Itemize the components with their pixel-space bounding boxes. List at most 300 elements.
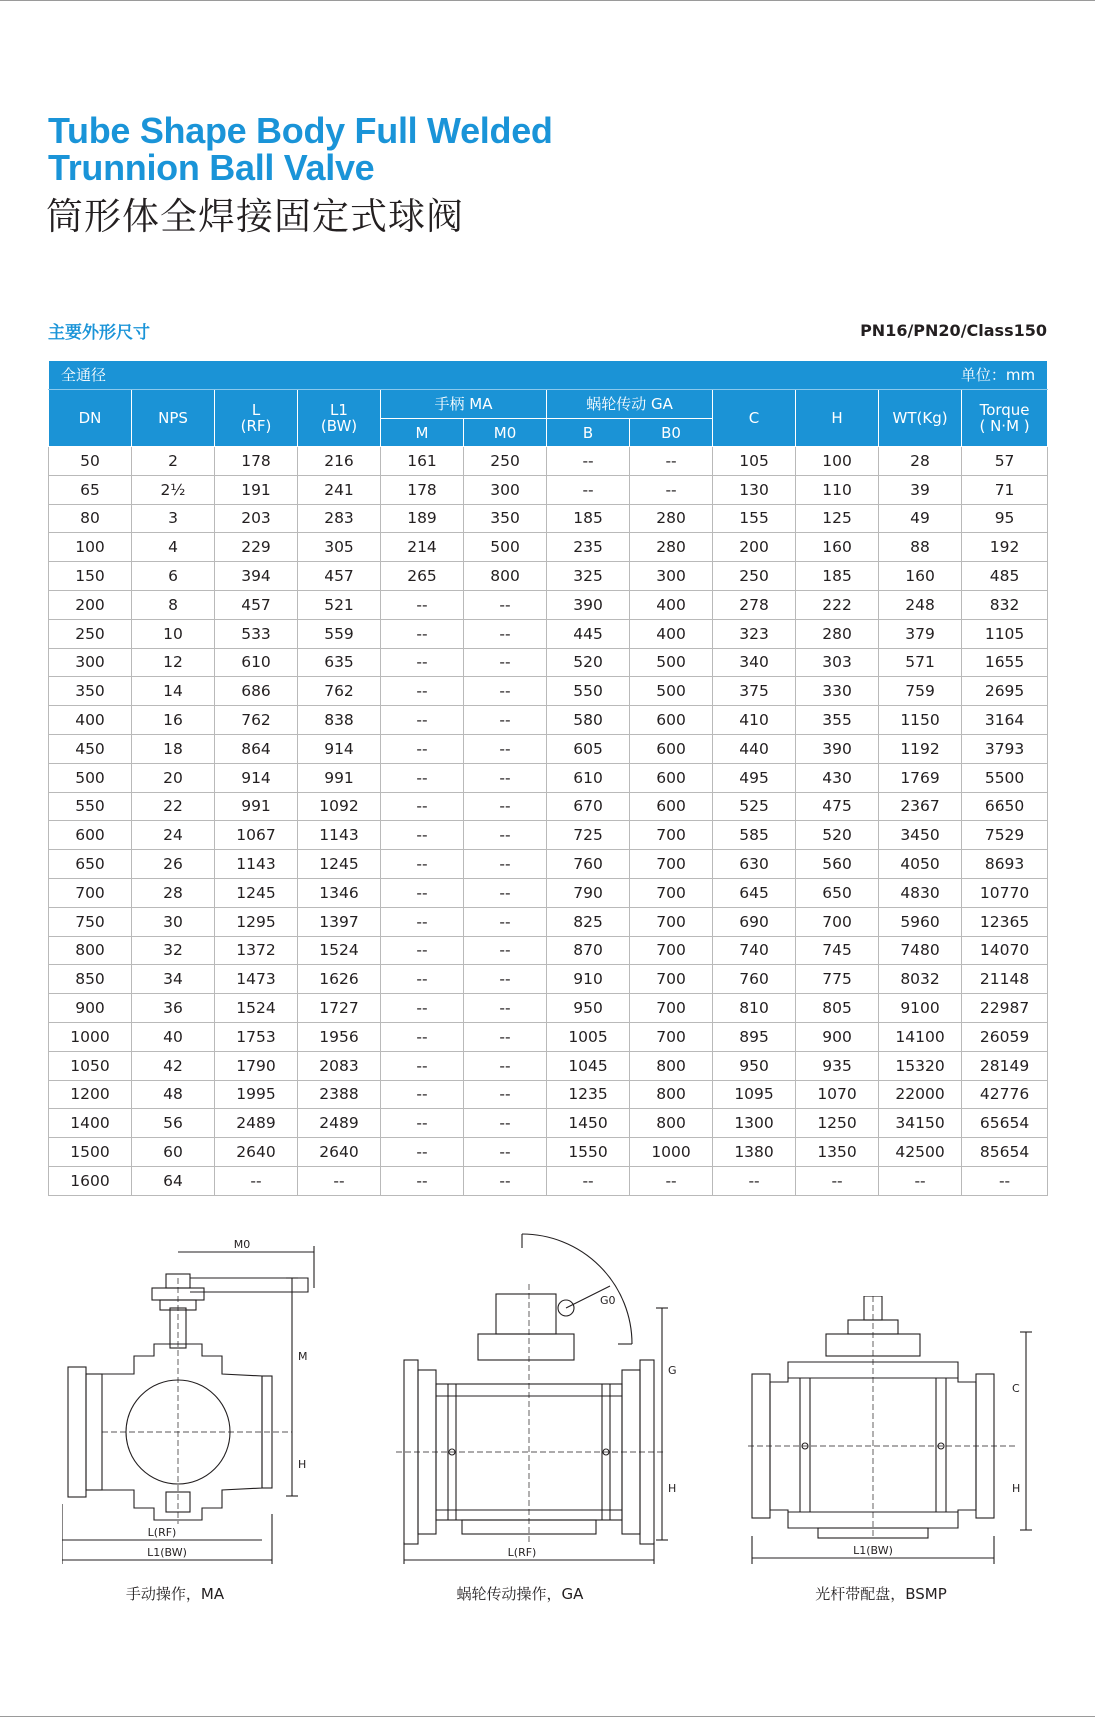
- table-cell: 762: [215, 706, 298, 735]
- table-cell: 600: [49, 821, 132, 850]
- table-cell: 1050: [49, 1051, 132, 1080]
- table-cell: 8693: [962, 850, 1048, 879]
- table-cell: 42: [132, 1051, 215, 1080]
- header-nps: NPS: [132, 390, 215, 447]
- table-cell: 350: [49, 677, 132, 706]
- table-cell: 1500: [49, 1138, 132, 1167]
- table-cell: 160: [879, 562, 962, 591]
- table-cell: 700: [796, 907, 879, 936]
- table-cell: 95: [962, 504, 1048, 533]
- table-cell: --: [464, 878, 547, 907]
- table-cell: 1070: [796, 1080, 879, 1109]
- table-cell: 610: [547, 763, 630, 792]
- table-cell: 26059: [962, 1022, 1048, 1051]
- table-cell: 1143: [298, 821, 381, 850]
- table-row: [49, 1080, 1048, 1109]
- table-cell: 1397: [298, 907, 381, 936]
- table-cell: 1150: [879, 706, 962, 735]
- table-cell: 185: [796, 562, 879, 591]
- table-cell: 1626: [298, 965, 381, 994]
- table-cell: 28: [879, 447, 962, 476]
- table-cell: --: [381, 792, 464, 821]
- table-cell: 248: [879, 590, 962, 619]
- table-cell: 191: [215, 475, 298, 504]
- table-cell: 1045: [547, 1051, 630, 1080]
- table-cell: 379: [879, 619, 962, 648]
- table-cell: 280: [630, 533, 713, 562]
- caption-ga: 蜗轮传动操作，GA: [456, 1585, 584, 1603]
- table-cell: 725: [547, 821, 630, 850]
- table-cell: 760: [547, 850, 630, 879]
- table-cell: 700: [630, 878, 713, 907]
- table-cell: 600: [630, 706, 713, 735]
- bore-type-label: 全通径: [49, 361, 547, 390]
- table-cell: 394: [215, 562, 298, 591]
- table-row: [49, 936, 1048, 965]
- table-cell: 22987: [962, 994, 1048, 1023]
- table-cell: 28149: [962, 1051, 1048, 1080]
- table-cell: 390: [796, 734, 879, 763]
- table-cell: 22: [132, 792, 215, 821]
- table-cell: 1295: [215, 907, 298, 936]
- table-cell: --: [381, 936, 464, 965]
- header-torque: [962, 390, 1048, 447]
- ma-label-m0: M0: [233, 1238, 251, 1251]
- table-cell: 430: [796, 763, 879, 792]
- table-cell: 375: [713, 677, 796, 706]
- table-cell: 3450: [879, 821, 962, 850]
- table-cell: 1067: [215, 821, 298, 850]
- table-row: [49, 533, 1048, 562]
- table-cell: --: [630, 447, 713, 476]
- table-cell: 550: [547, 677, 630, 706]
- table-cell: 400: [630, 590, 713, 619]
- table-cell: 1372: [215, 936, 298, 965]
- table-cell: 50: [49, 447, 132, 476]
- table-cell: 283: [298, 504, 381, 533]
- table-row: [49, 648, 1048, 677]
- diagram-ma: [62, 1224, 340, 1564]
- table-cell: --: [464, 1166, 547, 1195]
- table-cell: --: [464, 994, 547, 1023]
- table-cell: 2640: [215, 1138, 298, 1167]
- diagram-ga: [396, 1224, 684, 1564]
- table-cell: 241: [298, 475, 381, 504]
- table-cell: 670: [547, 792, 630, 821]
- table-cell: 65654: [962, 1109, 1048, 1138]
- table-cell: 1380: [713, 1138, 796, 1167]
- table-cell: 16: [132, 706, 215, 735]
- table-cell: 1200: [49, 1080, 132, 1109]
- table-cell: --: [464, 706, 547, 735]
- table-cell: 150: [49, 562, 132, 591]
- table-cell: 800: [464, 562, 547, 591]
- table-cell: 1105: [962, 619, 1048, 648]
- header-l1-sub: (BW): [320, 417, 358, 435]
- table-cell: 400: [630, 619, 713, 648]
- table-cell: 390: [547, 590, 630, 619]
- bsmp-label-c: C: [1012, 1382, 1020, 1395]
- table-row: [49, 590, 1048, 619]
- table-cell: 600: [630, 792, 713, 821]
- table-cell: --: [464, 763, 547, 792]
- table-cell: 300: [630, 562, 713, 591]
- table-cell: 520: [796, 821, 879, 850]
- table-cell: --: [464, 936, 547, 965]
- table-cell: 914: [298, 734, 381, 763]
- ma-label-l1: L1(BW): [147, 1546, 187, 1559]
- bsmp-label-l1: L1(BW): [853, 1544, 893, 1557]
- table-cell: 864: [215, 734, 298, 763]
- table-cell: 12365: [962, 907, 1048, 936]
- table-cell: --: [464, 1109, 547, 1138]
- table-cell: 762: [298, 677, 381, 706]
- table-cell: --: [381, 763, 464, 792]
- table-cell: 700: [630, 965, 713, 994]
- table-cell: 900: [796, 1022, 879, 1051]
- table-cell: --: [381, 1138, 464, 1167]
- table-cell: 2640: [298, 1138, 381, 1167]
- table-cell: 400: [49, 706, 132, 735]
- page-title-cn: 筒形体全焊接固定式球阀: [46, 195, 464, 238]
- bsmp-drawing: [748, 1296, 1038, 1570]
- table-cell: 22000: [879, 1080, 962, 1109]
- table-cell: 2367: [879, 792, 962, 821]
- bottom-rule: [0, 1716, 1095, 1717]
- table-cell: 325: [547, 562, 630, 591]
- header-l1-main: L1: [330, 401, 348, 419]
- table-cell: 1300: [713, 1109, 796, 1138]
- table-cell: 185: [547, 504, 630, 533]
- table-cell: 750: [49, 907, 132, 936]
- table-cell: 450: [49, 734, 132, 763]
- header-ga-group: 蜗轮传动 GA: [547, 390, 713, 419]
- table-cell: --: [215, 1166, 298, 1195]
- table-cell: 495: [713, 763, 796, 792]
- table-cell: 216: [298, 447, 381, 476]
- table-cell: 6650: [962, 792, 1048, 821]
- table-cell: 1524: [215, 994, 298, 1023]
- header-l1: [298, 390, 381, 447]
- table-cell: 155: [713, 504, 796, 533]
- table-cell: 500: [464, 533, 547, 562]
- table-cell: --: [464, 792, 547, 821]
- table-cell: 250: [49, 619, 132, 648]
- table-cell: 105: [713, 447, 796, 476]
- table-cell: 1245: [215, 878, 298, 907]
- unit-label: 单位：mm: [547, 361, 1048, 390]
- table-cell: 26: [132, 850, 215, 879]
- table-cell: --: [381, 878, 464, 907]
- table-row: [49, 1138, 1048, 1167]
- table-cell: 991: [215, 792, 298, 821]
- table-cell: 10: [132, 619, 215, 648]
- table-cell: 950: [547, 994, 630, 1023]
- table-cell: --: [381, 821, 464, 850]
- table-cell: 1450: [547, 1109, 630, 1138]
- table-cell: 2489: [298, 1109, 381, 1138]
- table-row: [49, 994, 1048, 1023]
- table-cell: --: [464, 1022, 547, 1051]
- table-row: [49, 907, 1048, 936]
- table-row: [49, 1022, 1048, 1051]
- table-cell: --: [464, 821, 547, 850]
- table-cell: --: [381, 677, 464, 706]
- table-cell: 6: [132, 562, 215, 591]
- table-cell: --: [879, 1166, 962, 1195]
- table-cell: 330: [796, 677, 879, 706]
- table-cell: 2½: [132, 475, 215, 504]
- table-cell: 800: [49, 936, 132, 965]
- section-title: 主要外形尺寸: [48, 323, 150, 343]
- table-row: [49, 821, 1048, 850]
- table-cell: 10770: [962, 878, 1048, 907]
- table-cell: 605: [547, 734, 630, 763]
- table-cell: 445: [547, 619, 630, 648]
- header-l-main: L: [251, 401, 261, 419]
- table-cell: 1000: [49, 1022, 132, 1051]
- ga-label-g0: G0: [600, 1294, 616, 1307]
- table-cell: 235: [547, 533, 630, 562]
- dimension-table: [48, 360, 1048, 1196]
- table-cell: 265: [381, 562, 464, 591]
- table-cell: 24: [132, 821, 215, 850]
- table-body: [49, 447, 1048, 1196]
- ga-drawing: [396, 1224, 684, 1564]
- table-cell: 457: [298, 562, 381, 591]
- table-cell: 800: [630, 1109, 713, 1138]
- table-cell: --: [713, 1166, 796, 1195]
- table-cell: --: [298, 1166, 381, 1195]
- header-torque-sub: ( N·M ): [979, 417, 1030, 435]
- ma-label-m: M: [298, 1350, 308, 1363]
- table-cell: 12: [132, 648, 215, 677]
- table-cell: 475: [796, 792, 879, 821]
- caption-ma: 手动操作，MA: [125, 1585, 225, 1603]
- table-cell: --: [464, 677, 547, 706]
- table-cell: 2083: [298, 1051, 381, 1080]
- table-row: [49, 562, 1048, 591]
- table-cell: 600: [630, 763, 713, 792]
- table-cell: 30: [132, 907, 215, 936]
- table-cell: 280: [796, 619, 879, 648]
- title-line-1: Tube Shape Body Full Welded: [48, 110, 553, 151]
- table-row: [49, 677, 1048, 706]
- top-rule: [0, 0, 1095, 1]
- table-cell: 14: [132, 677, 215, 706]
- pressure-standard: PN16/PN20/Class150: [860, 321, 1047, 340]
- table-cell: 1550: [547, 1138, 630, 1167]
- table-cell: 1235: [547, 1080, 630, 1109]
- table-row: [49, 878, 1048, 907]
- diagram-bsmp: [748, 1296, 1038, 1570]
- table-cell: 600: [630, 734, 713, 763]
- ga-label-g: G: [668, 1364, 677, 1377]
- table-cell: 630: [713, 850, 796, 879]
- table-cell: --: [381, 734, 464, 763]
- header-l-sub: (RF): [240, 417, 272, 435]
- table-cell: 900: [49, 994, 132, 1023]
- table-cell: 1092: [298, 792, 381, 821]
- table-row: [49, 706, 1048, 735]
- table-cell: 3164: [962, 706, 1048, 735]
- table-cell: 686: [215, 677, 298, 706]
- table-cell: 1956: [298, 1022, 381, 1051]
- table-cell: --: [381, 1051, 464, 1080]
- table-cell: 130: [713, 475, 796, 504]
- table-cell: 832: [962, 590, 1048, 619]
- table-cell: 580: [547, 706, 630, 735]
- header-h: H: [796, 390, 879, 447]
- table-cell: --: [464, 734, 547, 763]
- table-cell: --: [796, 1166, 879, 1195]
- table-cell: 838: [298, 706, 381, 735]
- table-row: [49, 792, 1048, 821]
- table-cell: 14100: [879, 1022, 962, 1051]
- table-cell: 635: [298, 648, 381, 677]
- table-cell: 1005: [547, 1022, 630, 1051]
- table-cell: 825: [547, 907, 630, 936]
- table-cell: 745: [796, 936, 879, 965]
- table-row: [49, 504, 1048, 533]
- table-cell: 178: [215, 447, 298, 476]
- table-cell: 935: [796, 1051, 879, 1080]
- ma-label-l: L(RF): [147, 1526, 177, 1539]
- table-cell: 1769: [879, 763, 962, 792]
- table-cell: 57: [962, 447, 1048, 476]
- table-cell: 485: [962, 562, 1048, 591]
- table-cell: 250: [464, 447, 547, 476]
- header-b: B: [547, 419, 630, 447]
- table-cell: 2: [132, 447, 215, 476]
- table-cell: 585: [713, 821, 796, 850]
- header-dn: DN: [49, 390, 132, 447]
- ma-label-h: H: [298, 1458, 307, 1471]
- table-cell: 559: [298, 619, 381, 648]
- table-cell: 15320: [879, 1051, 962, 1080]
- table-cell: 550: [49, 792, 132, 821]
- title-line-2: Trunnion Ball Valve: [48, 147, 375, 188]
- table-cell: 8032: [879, 965, 962, 994]
- table-cell: 32: [132, 936, 215, 965]
- table-cell: 1400: [49, 1109, 132, 1138]
- table-cell: 203: [215, 504, 298, 533]
- table-cell: 410: [713, 706, 796, 735]
- table-cell: 40: [132, 1022, 215, 1051]
- table-cell: --: [547, 447, 630, 476]
- table-cell: 34150: [879, 1109, 962, 1138]
- table-cell: --: [381, 1022, 464, 1051]
- table-cell: 914: [215, 763, 298, 792]
- table-cell: --: [381, 850, 464, 879]
- table-cell: 3: [132, 504, 215, 533]
- table-cell: 650: [49, 850, 132, 879]
- table-cell: 1250: [796, 1109, 879, 1138]
- table-cell: 1350: [796, 1138, 879, 1167]
- table-cell: 870: [547, 936, 630, 965]
- table-cell: 305: [298, 533, 381, 562]
- table-cell: --: [381, 994, 464, 1023]
- table-cell: 700: [630, 994, 713, 1023]
- table-row: [49, 1051, 1048, 1080]
- caption-bsmp: 光杆带配盘，BSMP: [815, 1585, 947, 1603]
- table-cell: 775: [796, 965, 879, 994]
- table-cell: 65: [49, 475, 132, 504]
- table-cell: 1095: [713, 1080, 796, 1109]
- header-torque-main: Torque: [979, 401, 1030, 419]
- table-cell: 1000: [630, 1138, 713, 1167]
- table-cell: 700: [630, 821, 713, 850]
- table-cell: 3793: [962, 734, 1048, 763]
- table-cell: --: [630, 475, 713, 504]
- table-cell: --: [464, 1080, 547, 1109]
- table-cell: --: [381, 706, 464, 735]
- table-cell: 1790: [215, 1051, 298, 1080]
- table-cell: --: [381, 648, 464, 677]
- table-cell: 5960: [879, 907, 962, 936]
- header-m: M: [381, 419, 464, 447]
- table-cell: 280: [630, 504, 713, 533]
- table-cell: 110: [796, 475, 879, 504]
- table-cell: 214: [381, 533, 464, 562]
- table-cell: 895: [713, 1022, 796, 1051]
- table-cell: 991: [298, 763, 381, 792]
- table-cell: --: [547, 475, 630, 504]
- table-cell: --: [464, 1138, 547, 1167]
- table-cell: 323: [713, 619, 796, 648]
- table-cell: --: [381, 1109, 464, 1138]
- table-cell: --: [464, 965, 547, 994]
- table-cell: 200: [49, 590, 132, 619]
- table-cell: 1346: [298, 878, 381, 907]
- table-cell: 700: [630, 1022, 713, 1051]
- ga-label-h: H: [668, 1482, 677, 1495]
- table-cell: 18: [132, 734, 215, 763]
- table-cell: 2489: [215, 1109, 298, 1138]
- table-cell: 700: [630, 907, 713, 936]
- table-cell: 1192: [879, 734, 962, 763]
- table-cell: 56: [132, 1109, 215, 1138]
- table-cell: 250: [713, 562, 796, 591]
- table-cell: 521: [298, 590, 381, 619]
- table-cell: --: [381, 965, 464, 994]
- table-cell: --: [464, 619, 547, 648]
- table-cell: 1245: [298, 850, 381, 879]
- table-cell: 42500: [879, 1138, 962, 1167]
- table-cell: 64: [132, 1166, 215, 1195]
- table-cell: 222: [796, 590, 879, 619]
- table-cell: 759: [879, 677, 962, 706]
- table-cell: 760: [713, 965, 796, 994]
- table-cell: 7480: [879, 936, 962, 965]
- table-cell: 355: [796, 706, 879, 735]
- header-ma-group: 手柄 MA: [381, 390, 547, 419]
- ga-label-l: L(RF): [507, 1546, 537, 1559]
- table-row: [49, 619, 1048, 648]
- table-cell: 1600: [49, 1166, 132, 1195]
- table-row: [49, 763, 1048, 792]
- table-cell: 21148: [962, 965, 1048, 994]
- table-cell: 88: [879, 533, 962, 562]
- table-cell: --: [381, 590, 464, 619]
- table-cell: 192: [962, 533, 1048, 562]
- table-cell: 178: [381, 475, 464, 504]
- header-wt: WT(Kg): [879, 390, 962, 447]
- table-cell: 1995: [215, 1080, 298, 1109]
- table-cell: 350: [464, 504, 547, 533]
- table-cell: 500: [630, 677, 713, 706]
- table-cell: --: [381, 619, 464, 648]
